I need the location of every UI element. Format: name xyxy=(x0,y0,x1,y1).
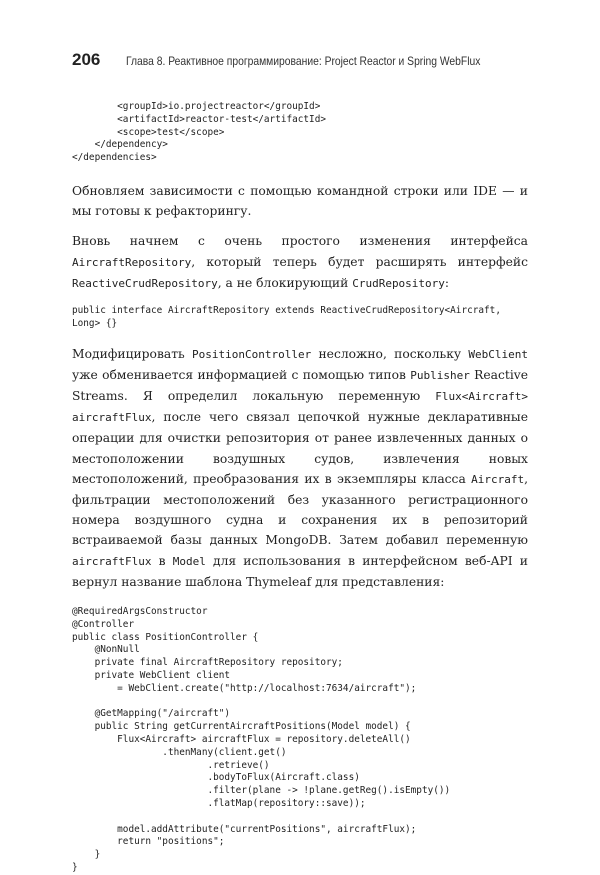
paragraph-update-deps: Обновляем зависимости с помощью командной строки или IDE — и мы готовы к рефакторингу. xyxy=(72,183,528,219)
paragraph-repository-change: Вновь начнем с очень простого изменения интерфейса AircraftRepository, который теперь будет расширять интерфейс ReactiveCrudRepository, а не блокирующий CrudRepository: xyxy=(72,234,528,290)
paragraph-controller-change: Модифицировать PositionController несложно, поскольку WebClient уже обменивается информацией с помощью типов Publisher Reactive Streams. Я определил локальную переменную Flux<Aircraft> aircraftFlux, после чего связал цепочкой нужные декларативные операции для очистки репозитория от ранее извлеченных данных о местоположении воздушных судов, извлечения новых местоположений, преобразования их в экземпляры класса Aircraft, фильтрации местоположений без указанного регистрационного номера воздушного судна и сохранения их в репозиторий встраиваемой базы данных MongoDB. Затем добавил переменную aircraftFlux в Model для использования в интерфейсном веб-API и вернул название шаблона Thymeleaf для представления: xyxy=(72,346,529,589)
code-block-position-controller: @RequiredArgsConstructor @Controller public class PositionController { @NonNull private final AircraftRepository repository; private WebClient client = WebClient.create("http://localhost:7634/aircraft"); @GetMapping("/aircraft") public String getCurrentAircraftPositions(Model model) { Flux<Aircraft> aircraftFlux = repository.deleteAll() .thenMany(client.get() .retrieve() .bodyToFlux(Aircraft.class) .filter(plane -> !plane.getReg().isEmpty()) .flatMap(repository::save)); model.addAttribute("currentPositions", aircraftFlux); return "positions"; } } xyxy=(72,606,451,873)
chapter-title: Глава 8. Реактивное программирование: Project Reactor и Spring WebFlux xyxy=(126,54,481,68)
page-number: 206 xyxy=(72,50,101,69)
page-header xyxy=(72,50,528,70)
page-content xyxy=(72,101,528,875)
code-block-interface: public interface AircraftRepository extends ReactiveCrudRepository<Aircraft, Long> {} xyxy=(72,305,501,329)
code-block-dependencies: <groupId>io.projectreactor</groupId> <artifactId>reactor-test</artifactId> <scope>test</scope> </dependency> </dependencies> xyxy=(72,101,326,164)
